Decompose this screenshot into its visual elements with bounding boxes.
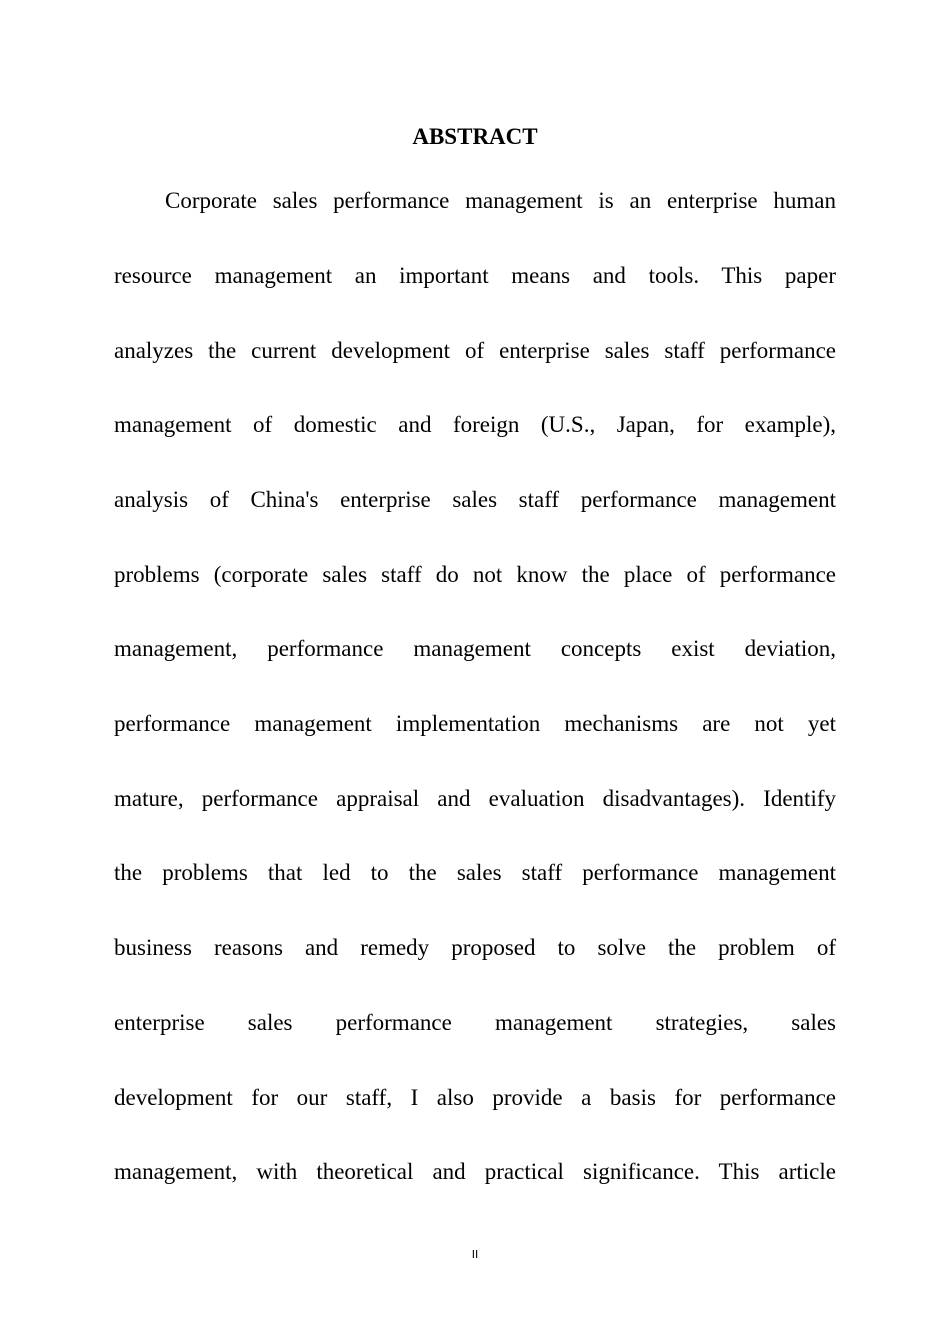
body-line: analysis of China's enterprise sales staff performance management: [114, 487, 836, 512]
body-line: management, performance management concepts exist deviation,: [114, 636, 836, 661]
body-line: management of domestic and foreign (U.S., Japan, for example),: [114, 412, 836, 437]
abstract-heading: ABSTRACT: [412, 124, 538, 149]
body-line: problems (corporate sales staff do not know the place of performance: [114, 562, 836, 587]
page-number: II: [471, 1248, 479, 1261]
body-line: development for our staff, I also provide a basis for performance: [114, 1085, 836, 1110]
body-line: the problems that led to the sales staff performance management: [114, 860, 836, 885]
body-line: business reasons and remedy proposed to solve the problem of: [114, 935, 836, 960]
body-line: enterprise sales performance management strategies, sales: [114, 1010, 836, 1035]
body-line: Corporate sales performance management is an enterprise human: [165, 188, 836, 213]
body-line: resource management an important means and tools. This paper: [114, 263, 836, 288]
body-line: management, with theoretical and practical significance. This article: [114, 1159, 836, 1184]
body-line: performance management implementation mechanisms are not yet: [114, 711, 836, 736]
body-line: analyzes the current development of enterprise sales staff performance: [114, 338, 836, 363]
body-line: mature, performance appraisal and evaluation disadvantages). Identify: [114, 786, 836, 811]
